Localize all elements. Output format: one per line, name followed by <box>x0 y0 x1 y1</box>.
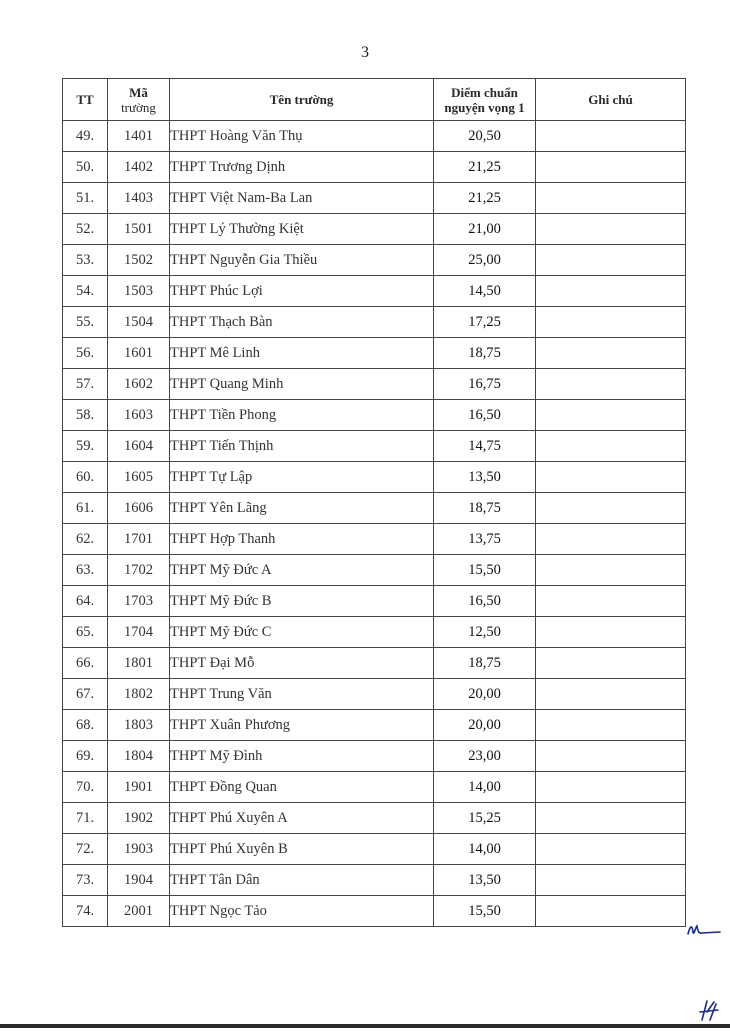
table-row <box>63 276 686 307</box>
table-row <box>63 617 686 648</box>
cell-diem-chuan: 16,50 <box>434 586 536 617</box>
cell-ten-truong: THPT Mê Linh <box>170 338 434 369</box>
handwritten-initial-mark <box>686 922 722 938</box>
table-row <box>63 400 686 431</box>
cell-ghi-chu <box>536 214 686 245</box>
cell-ten-truong: THPT Xuân Phương <box>170 710 434 741</box>
cell-tt: 63. <box>63 555 108 586</box>
cell-ma-truong: 1701 <box>108 524 170 555</box>
cell-ghi-chu <box>536 462 686 493</box>
cell-diem-chuan: 13,75 <box>434 524 536 555</box>
cell-ghi-chu <box>536 431 686 462</box>
table-row <box>63 803 686 834</box>
cell-ma-truong: 1903 <box>108 834 170 865</box>
table-row <box>63 183 686 214</box>
cell-tt: 59. <box>63 431 108 462</box>
cell-ghi-chu <box>536 834 686 865</box>
table-row <box>63 245 686 276</box>
cell-tt: 73. <box>63 865 108 896</box>
cell-tt: 56. <box>63 338 108 369</box>
table-row <box>63 524 686 555</box>
cell-diem-chuan: 21,25 <box>434 183 536 214</box>
cell-ma-truong: 1601 <box>108 338 170 369</box>
header-diem-line1: Diểm chuẩn <box>451 84 518 100</box>
cell-ma-truong: 2001 <box>108 896 170 927</box>
cell-ghi-chu <box>536 338 686 369</box>
cell-ten-truong: THPT Yên Lãng <box>170 493 434 524</box>
scan-bottom-edge <box>0 1024 730 1028</box>
cell-ghi-chu <box>536 524 686 555</box>
cell-tt: 57. <box>63 369 108 400</box>
cell-ma-truong: 1703 <box>108 586 170 617</box>
cell-tt: 74. <box>63 896 108 927</box>
cell-tt: 69. <box>63 741 108 772</box>
cell-ten-truong: THPT Đại Mỗ <box>170 648 434 679</box>
header-ma-truong <box>108 79 170 121</box>
cell-ghi-chu <box>536 276 686 307</box>
cell-tt: 61. <box>63 493 108 524</box>
cell-diem-chuan: 20,00 <box>434 679 536 710</box>
cell-ma-truong: 1403 <box>108 183 170 214</box>
table-header <box>63 79 686 121</box>
cell-ghi-chu <box>536 493 686 524</box>
cell-ma-truong: 1702 <box>108 555 170 586</box>
cell-ten-truong: THPT Mỹ Đức A <box>170 555 434 586</box>
cell-tt: 64. <box>63 586 108 617</box>
cell-ghi-chu <box>536 865 686 896</box>
cell-tt: 54. <box>63 276 108 307</box>
cell-ghi-chu <box>536 679 686 710</box>
table-row <box>63 555 686 586</box>
cell-tt: 62. <box>63 524 108 555</box>
cell-diem-chuan: 14,00 <box>434 772 536 803</box>
table-row <box>63 710 686 741</box>
cell-ten-truong: THPT Tiến Thịnh <box>170 431 434 462</box>
cell-ten-truong: THPT Phú Xuyên B <box>170 834 434 865</box>
cell-ma-truong: 1803 <box>108 710 170 741</box>
cell-tt: 68. <box>63 710 108 741</box>
cell-diem-chuan: 20,00 <box>434 710 536 741</box>
cell-ma-truong: 1801 <box>108 648 170 679</box>
cell-ghi-chu <box>536 152 686 183</box>
cell-diem-chuan: 15,25 <box>434 803 536 834</box>
cell-diem-chuan: 14,75 <box>434 431 536 462</box>
header-ghi-chu: Ghi chú <box>536 79 686 121</box>
cell-diem-chuan: 18,75 <box>434 493 536 524</box>
table-row <box>63 648 686 679</box>
cell-ghi-chu <box>536 617 686 648</box>
cell-ten-truong: THPT Hoàng Văn Thụ <box>170 121 434 152</box>
cell-ten-truong: THPT Phúc Lợi <box>170 276 434 307</box>
cell-ten-truong: THPT Quang Minh <box>170 369 434 400</box>
cell-diem-chuan: 12,50 <box>434 617 536 648</box>
cell-ten-truong: THPT Mỹ Đức B <box>170 586 434 617</box>
table-row <box>63 338 686 369</box>
header-diem-line2: nguyện vọng 1 <box>444 99 525 115</box>
cell-ten-truong: THPT Đồng Quan <box>170 772 434 803</box>
cell-tt: 52. <box>63 214 108 245</box>
cell-ghi-chu <box>536 121 686 152</box>
cell-ten-truong: THPT Mỹ Đức C <box>170 617 434 648</box>
cell-tt: 65. <box>63 617 108 648</box>
cell-ma-truong: 1603 <box>108 400 170 431</box>
cell-ma-truong: 1802 <box>108 679 170 710</box>
cell-ma-truong: 1502 <box>108 245 170 276</box>
cell-diem-chuan: 16,75 <box>434 369 536 400</box>
table-row <box>63 493 686 524</box>
cell-ma-truong: 1605 <box>108 462 170 493</box>
handwritten-corner-mark <box>698 998 720 1022</box>
cell-tt: 70. <box>63 772 108 803</box>
cell-ghi-chu <box>536 772 686 803</box>
cell-ghi-chu <box>536 648 686 679</box>
cell-ghi-chu <box>536 555 686 586</box>
cell-diem-chuan: 18,75 <box>434 338 536 369</box>
cell-tt: 49. <box>63 121 108 152</box>
cell-ghi-chu <box>536 400 686 431</box>
admission-scores-table <box>62 78 686 927</box>
cell-ma-truong: 1904 <box>108 865 170 896</box>
cell-ma-truong: 1704 <box>108 617 170 648</box>
cell-ghi-chu <box>536 369 686 400</box>
table-row <box>63 369 686 400</box>
cell-ma-truong: 1501 <box>108 214 170 245</box>
table-row <box>63 772 686 803</box>
header-ma-line1: Mã <box>129 84 148 100</box>
cell-tt: 67. <box>63 679 108 710</box>
cell-diem-chuan: 15,50 <box>434 896 536 927</box>
cell-tt: 71. <box>63 803 108 834</box>
cell-ten-truong: THPT Nguyễn Gia Thiều <box>170 245 434 276</box>
table-row <box>63 214 686 245</box>
cell-ma-truong: 1401 <box>108 121 170 152</box>
cell-tt: 53. <box>63 245 108 276</box>
cell-diem-chuan: 17,25 <box>434 307 536 338</box>
cell-ten-truong: THPT Phú Xuyên A <box>170 803 434 834</box>
cell-ten-truong: THPT Lý Thường Kiệt <box>170 214 434 245</box>
cell-diem-chuan: 13,50 <box>434 865 536 896</box>
cell-diem-chuan: 25,00 <box>434 245 536 276</box>
cell-ma-truong: 1901 <box>108 772 170 803</box>
cell-ghi-chu <box>536 307 686 338</box>
cell-tt: 60. <box>63 462 108 493</box>
cell-ma-truong: 1402 <box>108 152 170 183</box>
table-row <box>63 121 686 152</box>
cell-ghi-chu <box>536 245 686 276</box>
cell-tt: 50. <box>63 152 108 183</box>
cell-diem-chuan: 13,50 <box>434 462 536 493</box>
header-ten-truong: Tên trường <box>170 79 434 121</box>
cell-ma-truong: 1602 <box>108 369 170 400</box>
table-row <box>63 865 686 896</box>
table-row <box>63 586 686 617</box>
table-body <box>63 121 686 927</box>
cell-ghi-chu <box>536 183 686 214</box>
cell-diem-chuan: 21,25 <box>434 152 536 183</box>
cell-tt: 66. <box>63 648 108 679</box>
header-diem-chuan <box>434 79 536 121</box>
cell-ten-truong: THPT Việt Nam-Ba Lan <box>170 183 434 214</box>
cell-ten-truong: THPT Trương Dịnh <box>170 152 434 183</box>
cell-diem-chuan: 16,50 <box>434 400 536 431</box>
table-row <box>63 431 686 462</box>
cell-diem-chuan: 23,00 <box>434 741 536 772</box>
cell-ma-truong: 1606 <box>108 493 170 524</box>
cell-ma-truong: 1503 <box>108 276 170 307</box>
cell-diem-chuan: 14,00 <box>434 834 536 865</box>
table-row <box>63 834 686 865</box>
cell-tt: 72. <box>63 834 108 865</box>
table-row <box>63 679 686 710</box>
page-number: 3 <box>361 44 369 61</box>
table-row <box>63 152 686 183</box>
header-tt: TT <box>63 79 108 121</box>
cell-ghi-chu <box>536 586 686 617</box>
table-row <box>63 462 686 493</box>
cell-ten-truong: THPT Hợp Thanh <box>170 524 434 555</box>
cell-diem-chuan: 20,50 <box>434 121 536 152</box>
cell-diem-chuan: 21,00 <box>434 214 536 245</box>
cell-ghi-chu <box>536 803 686 834</box>
cell-tt: 55. <box>63 307 108 338</box>
cell-ten-truong: THPT Thạch Bàn <box>170 307 434 338</box>
cell-ten-truong: THPT Trung Văn <box>170 679 434 710</box>
cell-diem-chuan: 15,50 <box>434 555 536 586</box>
cell-ghi-chu <box>536 741 686 772</box>
cell-tt: 58. <box>63 400 108 431</box>
cell-ten-truong: THPT Mỹ Đình <box>170 741 434 772</box>
cell-ma-truong: 1604 <box>108 431 170 462</box>
cell-ma-truong: 1504 <box>108 307 170 338</box>
cell-diem-chuan: 14,50 <box>434 276 536 307</box>
cell-ma-truong: 1902 <box>108 803 170 834</box>
table-row <box>63 307 686 338</box>
cell-tt: 51. <box>63 183 108 214</box>
table-row <box>63 896 686 927</box>
header-row <box>63 79 686 121</box>
cell-ten-truong: THPT Tiền Phong <box>170 400 434 431</box>
cell-ghi-chu <box>536 710 686 741</box>
cell-diem-chuan: 18,75 <box>434 648 536 679</box>
table-row <box>63 741 686 772</box>
cell-ten-truong: THPT Ngọc Tảo <box>170 896 434 927</box>
cell-ten-truong: THPT Tự Lập <box>170 462 434 493</box>
cell-ghi-chu <box>536 896 686 927</box>
cell-ma-truong: 1804 <box>108 741 170 772</box>
cell-ten-truong: THPT Tân Dân <box>170 865 434 896</box>
header-ma-line2: trường <box>121 99 156 115</box>
